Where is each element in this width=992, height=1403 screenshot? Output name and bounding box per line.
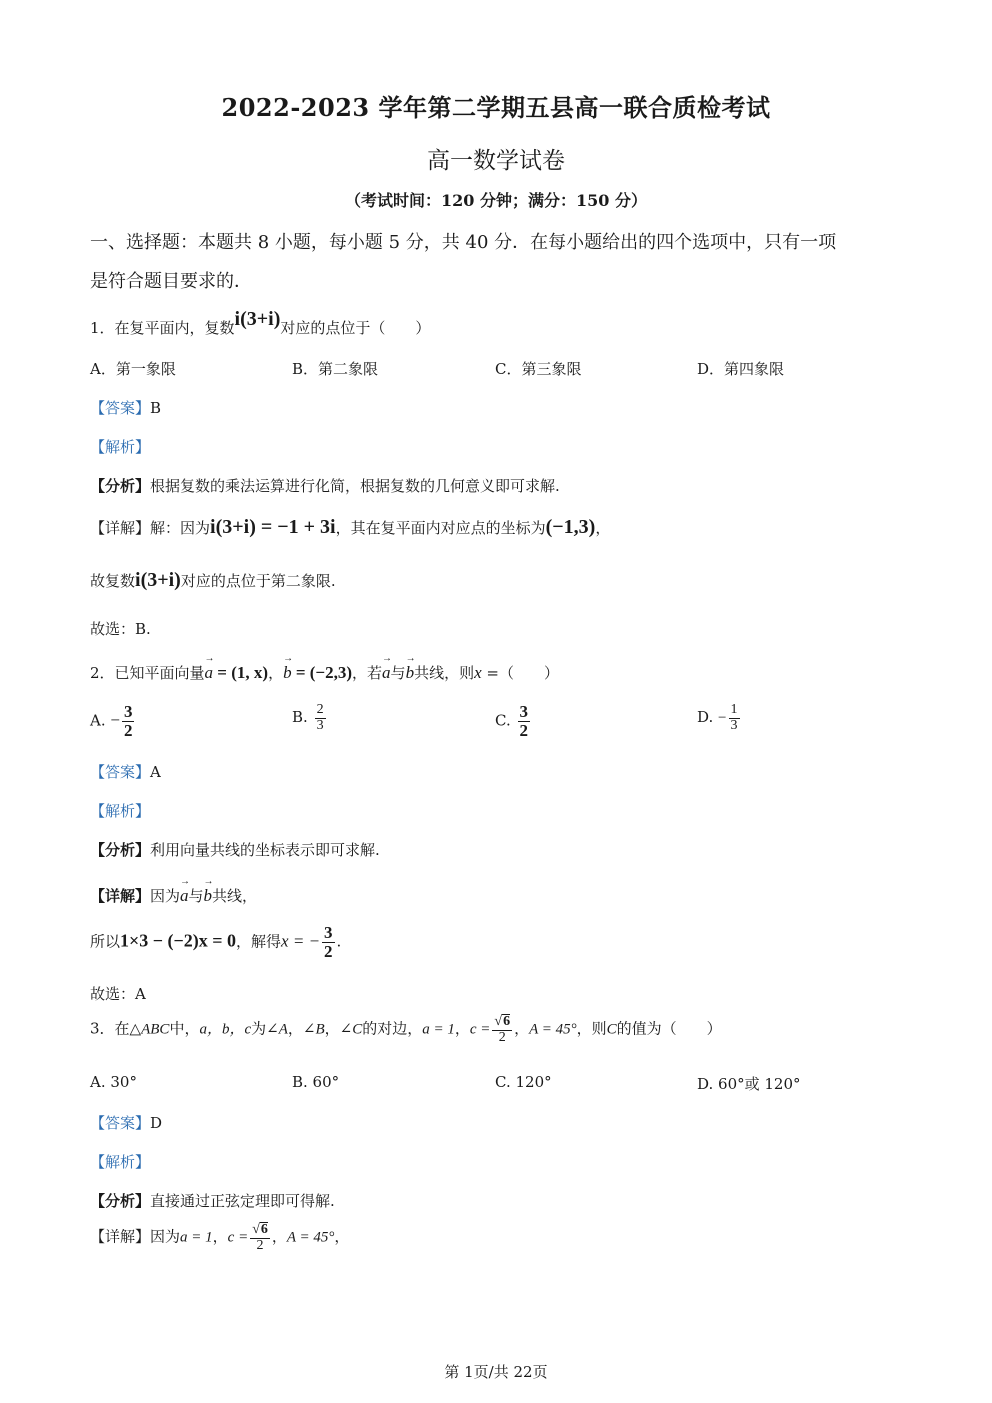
detail-text: 所以 <box>90 932 121 951</box>
detail-text: ， <box>271 1227 287 1246</box>
sqrt-radicand: 6 <box>503 1014 511 1029</box>
denominator: 3 <box>730 717 738 733</box>
answer-tag: 【答案】 <box>90 1114 151 1132</box>
question-1-detail-line1 <box>90 516 610 539</box>
detail-text: ， <box>212 1227 228 1246</box>
math-expression: = (1, x) <box>213 663 269 682</box>
question-3-answer <box>90 1112 162 1133</box>
math-sign: − <box>718 710 727 727</box>
answer-value: D <box>150 1114 163 1132</box>
vector-b: → b <box>283 661 292 683</box>
fraction <box>492 1014 512 1045</box>
question-1-option-c: C．第三象限 <box>495 360 582 378</box>
angle-name: C <box>352 1021 363 1038</box>
question-3-stem <box>90 1014 722 1045</box>
option-label: A. <box>90 711 106 730</box>
side-names: a，b，c <box>199 1021 252 1038</box>
question-text: 的对边， <box>362 1019 423 1038</box>
math-expression: 1×3 − (−2)x = 0 <box>120 930 237 951</box>
angle-name: A <box>278 1021 288 1038</box>
question-text: 的值为（ ） <box>616 1019 722 1038</box>
fraction <box>518 703 531 740</box>
question-3-analysis-tag: 【解析】 <box>90 1153 151 1171</box>
vector-a: → a <box>205 661 214 683</box>
question-2-detail-line2 <box>90 924 341 961</box>
question-text: ， <box>454 1019 470 1038</box>
fraction <box>729 703 740 733</box>
math-sign: − <box>110 710 120 730</box>
numerator: 2 <box>316 702 324 717</box>
fenxi-tag: 【分析】 <box>90 1192 151 1210</box>
option-label: B. <box>292 708 308 727</box>
page-number: 第 1页/共 22页 <box>444 1363 548 1381</box>
question-2-option-a <box>90 703 136 740</box>
fraction <box>250 1222 270 1253</box>
detail-tag: 【详解】 <box>90 1227 151 1246</box>
math-expression: A = 45° <box>286 1229 335 1246</box>
vector-b: → b <box>204 884 213 906</box>
detail-text: 因为 <box>150 887 181 905</box>
detail-tag: 【详解】 <box>90 519 151 537</box>
detail-tag: 【详解】 <box>90 887 151 905</box>
detail-text: 故复数 <box>90 572 136 590</box>
question-text: 共线，则 <box>414 664 475 682</box>
question-text: ， <box>268 664 284 682</box>
math-expression: i(3+i) <box>135 569 181 591</box>
detail-text: 解：因为 <box>150 519 211 537</box>
denominator: 2 <box>519 720 528 740</box>
question-1-option-d: D．第四象限 <box>697 360 785 378</box>
variable-x: x <box>474 663 482 682</box>
fraction <box>322 924 335 961</box>
question-3-option-b: B. 60° <box>292 1073 340 1091</box>
detail-text: ，其在复平面内对应点的坐标为 <box>335 519 546 537</box>
question-2-detail-line1 <box>90 884 257 906</box>
question-1-detail-line2 <box>90 569 336 592</box>
angle-name: B <box>315 1021 325 1038</box>
option-label: C. <box>495 711 511 730</box>
question-2-choose: 故选：A <box>90 985 146 1003</box>
detail-text: 因为 <box>150 1227 181 1246</box>
question-3-detail-line1 <box>90 1222 349 1253</box>
detail-text: ， <box>595 519 611 537</box>
detail-text: 对应的点位于第二象限. <box>180 572 336 590</box>
fenxi-text: 利用向量共线的坐标表示即可求解. <box>150 841 380 859</box>
numerator: 3 <box>123 702 133 721</box>
math-expression: x = − <box>281 931 321 951</box>
question-1-stem <box>90 308 431 339</box>
fenxi-tag: 【分析】 <box>90 477 151 495</box>
option-label: D. <box>697 708 714 727</box>
exam-info: （考试时间：120 分钟；满分：150 分） <box>345 191 647 210</box>
question-text: ，∠ <box>287 1019 316 1038</box>
denominator: 2 <box>498 1029 506 1045</box>
question-1-option-b: B．第二象限 <box>292 360 379 378</box>
question-1-option-a: A．第一象限 <box>90 360 176 378</box>
fraction <box>315 703 326 733</box>
vector-b: → b <box>406 661 415 683</box>
question-text: 2．已知平面向量 <box>90 664 205 682</box>
question-text: ，则 <box>576 1019 607 1038</box>
question-3-fenxi <box>90 1190 335 1211</box>
question-1-answer <box>90 397 161 418</box>
math-expression: a = 1 <box>180 1229 213 1246</box>
triangle-name: ABC <box>141 1021 170 1038</box>
math-expression: i(3+i) = −1 + 3i <box>210 516 336 538</box>
math-expression: (−1,3) <box>545 516 596 538</box>
detail-text: 共线， <box>212 887 258 905</box>
detail-text: . <box>336 932 342 951</box>
numerator: √6 <box>252 1222 268 1237</box>
numerator: 3 <box>324 923 333 942</box>
question-1-analysis-tag: 【解析】 <box>90 438 151 456</box>
question-2-option-d <box>697 703 742 733</box>
section-heading-line2: 是符合题目要求的． <box>90 271 252 292</box>
denominator: 2 <box>324 941 333 961</box>
math-expression: a = 1 <box>422 1021 455 1038</box>
denominator: 2 <box>256 1237 264 1253</box>
angle-name: C <box>606 1021 617 1038</box>
question-1-fenxi <box>90 475 560 496</box>
question-2-analysis-tag: 【解析】 <box>90 802 151 820</box>
question-text: 1．在复平面内，复数 <box>90 319 235 337</box>
question-2-option-b <box>292 703 328 733</box>
math-expression: = (−2,3) <box>291 663 353 682</box>
math-expression: c = <box>227 1229 249 1246</box>
numerator: 1 <box>730 702 738 717</box>
question-3-option-a: A. 30° <box>90 1073 137 1091</box>
question-2-option-c <box>495 703 532 740</box>
question-text: 对应的点位于（ ） <box>280 319 431 337</box>
numerator: √6 <box>494 1014 511 1029</box>
math-expression: c = <box>469 1021 491 1038</box>
fenxi-tag: 【分析】 <box>90 841 151 859</box>
math-expression: A = 45° <box>529 1021 577 1038</box>
sqrt-radicand: 6 <box>260 1222 268 1237</box>
answer-value: B <box>150 399 162 417</box>
question-1-choose: 故选：B. <box>90 620 151 638</box>
detail-text: ，解得 <box>236 932 282 951</box>
math-expression: i(3+i) <box>234 308 281 330</box>
fenxi-text: 直接通过正弦定理即可得解. <box>150 1192 335 1210</box>
vector-a: → a <box>382 661 391 683</box>
question-text: 3．在△ <box>90 1019 142 1038</box>
vector-a: → a <box>180 884 189 906</box>
question-3-option-c: C. 120° <box>495 1073 552 1091</box>
answer-tag: 【答案】 <box>90 763 151 781</box>
question-text: 与 <box>390 664 406 682</box>
denominator: 3 <box>316 717 324 733</box>
fraction <box>122 703 135 740</box>
question-text: ，∠ <box>324 1019 353 1038</box>
question-2-stem <box>90 661 559 683</box>
exam-title: 2022-2023 学年第二学期五县高一联合质检考试 <box>221 93 771 122</box>
denominator: 2 <box>123 720 133 740</box>
detail-text: 与 <box>188 887 204 905</box>
numerator: 3 <box>519 702 528 721</box>
question-text: 为∠ <box>251 1019 279 1038</box>
detail-text: ， <box>334 1227 350 1246</box>
question-text: 中， <box>169 1019 200 1038</box>
question-text: =（ ） <box>481 664 559 682</box>
exam-subtitle: 高一数学试卷 <box>427 148 565 174</box>
question-text: ，若 <box>352 664 383 682</box>
fenxi-text: 根据复数的乘法运算进行化简，根据复数的几何意义即可求解. <box>150 477 560 495</box>
answer-tag: 【答案】 <box>90 399 151 417</box>
question-2-answer <box>90 761 161 782</box>
section-heading-line1: 一、选择题：本题共 8 小题，每小题 5 分，共 40 分．在每小题给出的四个选项中，只有一项 <box>90 232 837 253</box>
question-text: ， <box>514 1019 530 1038</box>
question-3-option-d: D. 60°或 120° <box>697 1075 801 1093</box>
question-2-fenxi <box>90 839 380 860</box>
answer-value: A <box>150 763 161 781</box>
